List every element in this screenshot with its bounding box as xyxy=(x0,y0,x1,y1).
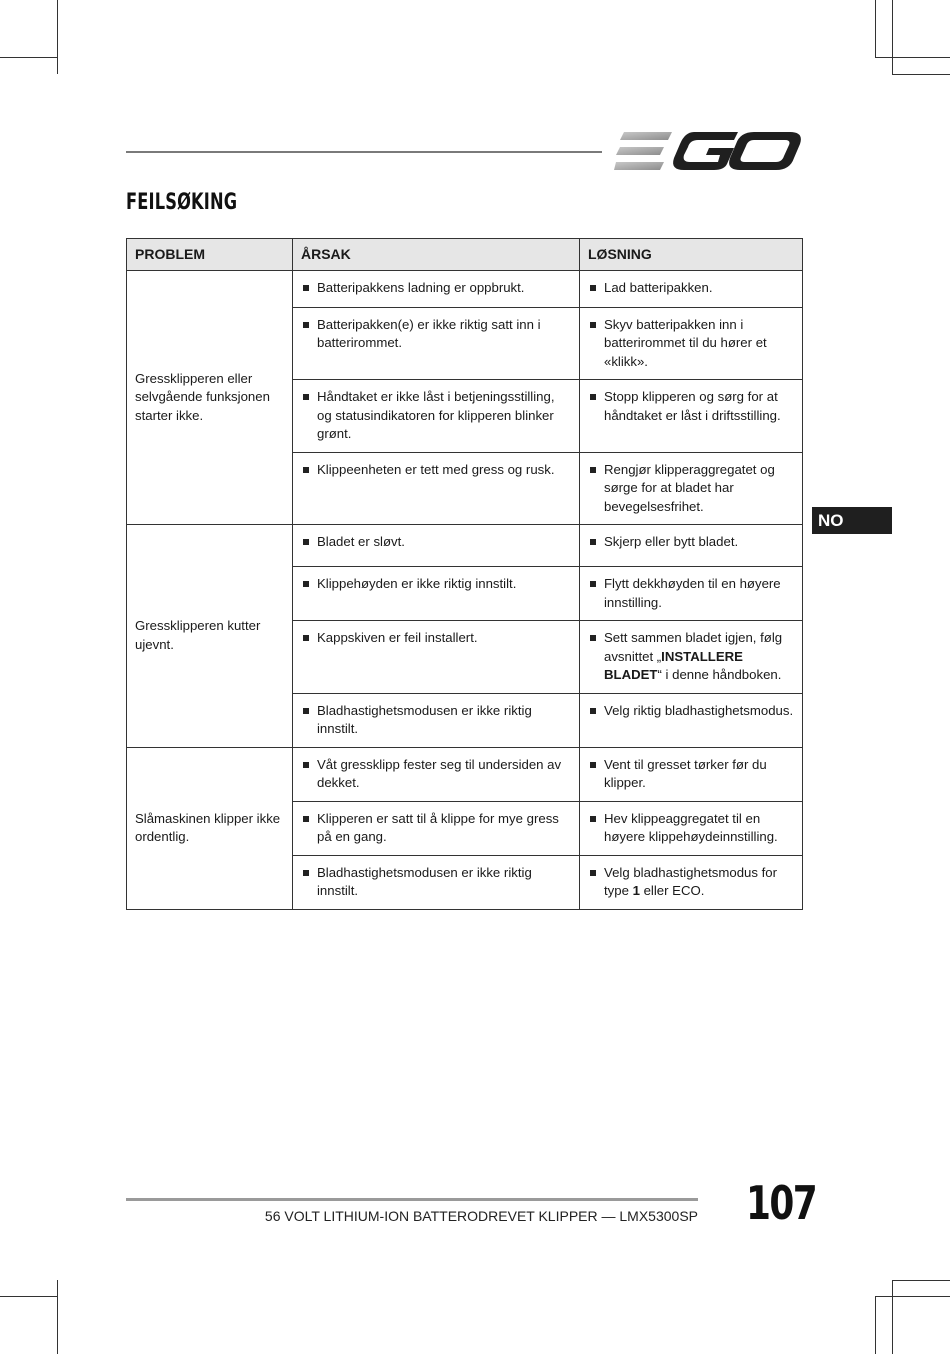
problem-cell: Slåmaskinen klipper ikke ordentlig. xyxy=(127,747,293,909)
crop-mark xyxy=(57,1280,58,1354)
cause-cell: Bladet er sløvt. xyxy=(293,525,580,567)
crop-mark xyxy=(892,1280,893,1354)
table-row xyxy=(127,270,803,307)
crop-mark xyxy=(892,74,950,75)
header-problem: PROBLEM xyxy=(127,239,293,271)
bullet-icon xyxy=(590,816,596,822)
bullet-icon xyxy=(590,394,596,400)
bullet-icon xyxy=(303,322,309,328)
solution-cell: Stopp klipperen og sørg for at håndtaket er låst i driftsstilling. xyxy=(580,380,803,453)
page-number: 107 xyxy=(746,1176,817,1230)
crop-mark xyxy=(875,1296,876,1354)
bullet-icon xyxy=(590,539,596,545)
header-solution: LØSNING xyxy=(580,239,803,271)
bullet-icon xyxy=(303,581,309,587)
crop-mark xyxy=(875,57,950,58)
bullet-icon xyxy=(590,708,596,714)
solution-cell: Flytt dekkhøyden til en høyere innstilling. xyxy=(580,567,803,621)
section-reference: INSTALLERE BLADET xyxy=(604,648,743,682)
solution-cell: Hev klippeaggregatet til en høyere klippehøydeinnstilling. xyxy=(580,801,803,855)
bullet-icon xyxy=(590,635,596,641)
crop-mark xyxy=(875,1296,950,1297)
language-tab: NO xyxy=(812,507,892,534)
bullet-icon xyxy=(303,467,309,473)
cause-cell: Klippeenheten er tett med gress og rusk. xyxy=(293,452,580,525)
bullet-icon xyxy=(303,285,309,291)
crop-mark xyxy=(892,1280,950,1281)
footer-rule xyxy=(126,1198,698,1201)
problem-cell: Gressklipperen eller selvgående funksjonen starter ikke. xyxy=(127,270,293,525)
type-number: 1 xyxy=(632,883,640,898)
page-title: FEILSØKING xyxy=(126,190,238,215)
solution-cell: Vent til gresset tørker før du klipper. xyxy=(580,747,803,801)
solution-cell: Rengjør klipperaggregatet og sørge for at bladet har bevegelsesfrihet. xyxy=(580,452,803,525)
header-rule xyxy=(126,151,602,153)
cause-cell: Batteripakkens ladning er oppbrukt. xyxy=(293,270,580,307)
bullet-icon xyxy=(590,870,596,876)
table-header-row xyxy=(127,239,803,271)
bullet-icon xyxy=(303,708,309,714)
bullet-icon xyxy=(590,581,596,587)
cause-cell: Håndtaket er ikke låst i betjeningsstilling, og statusindikatoren for klipperen blinker grønt. xyxy=(293,380,580,453)
solution-cell: Velg bladhastighetsmodus for type 1 eller ECO. xyxy=(580,855,803,909)
cause-cell: Klipperen er satt til å klippe for mye gress på en gang. xyxy=(293,801,580,855)
crop-mark xyxy=(57,0,58,74)
header-cause: ÅRSAK xyxy=(293,239,580,271)
bullet-icon xyxy=(303,762,309,768)
footer-product-title: 56 VOLT LITHIUM-ION BATTERODREVET KLIPPER — LMX5300SP xyxy=(264,1208,698,1224)
crop-mark xyxy=(0,57,58,58)
cause-cell: Bladhastighetsmodusen er ikke riktig innstilt. xyxy=(293,855,580,909)
crop-mark xyxy=(892,0,893,74)
cause-cell: Batteripakken(e) er ikke riktig satt inn i batterirommet. xyxy=(293,307,580,380)
problem-cell: Gressklipperen kutter ujevnt. xyxy=(127,525,293,748)
bullet-icon xyxy=(590,467,596,473)
cause-cell: Kappskiven er feil installert. xyxy=(293,621,580,694)
bullet-icon xyxy=(303,870,309,876)
solution-cell: Velg riktig bladhastighetsmodus. xyxy=(580,693,803,747)
solution-cell: Lad batteripakken. xyxy=(580,270,803,307)
cause-cell: Bladhastighetsmodusen er ikke riktig innstilt. xyxy=(293,693,580,747)
crop-mark xyxy=(0,1296,58,1297)
bullet-icon xyxy=(303,394,309,400)
solution-cell: Sett sammen bladet igjen, følg avsnittet „INSTALLERE BLADET“ i denne håndboken. xyxy=(580,621,803,694)
bullet-icon xyxy=(303,539,309,545)
cause-cell: Klippehøyden er ikke riktig innstilt. xyxy=(293,567,580,621)
bullet-icon xyxy=(303,816,309,822)
ego-logo xyxy=(614,128,802,174)
table-row xyxy=(127,747,803,801)
cause-cell: Våt gressklipp fester seg til undersiden av dekket. xyxy=(293,747,580,801)
table-row xyxy=(127,525,803,567)
crop-mark xyxy=(875,0,876,58)
bullet-icon xyxy=(590,762,596,768)
solution-cell: Skyv batteripakken inn i batterirommet til du hører et «klikk». xyxy=(580,307,803,380)
troubleshooting-table xyxy=(126,238,803,910)
bullet-icon xyxy=(590,285,596,291)
bullet-icon xyxy=(590,322,596,328)
solution-cell: Skjerp eller bytt bladet. xyxy=(580,525,803,567)
bullet-icon xyxy=(303,635,309,641)
